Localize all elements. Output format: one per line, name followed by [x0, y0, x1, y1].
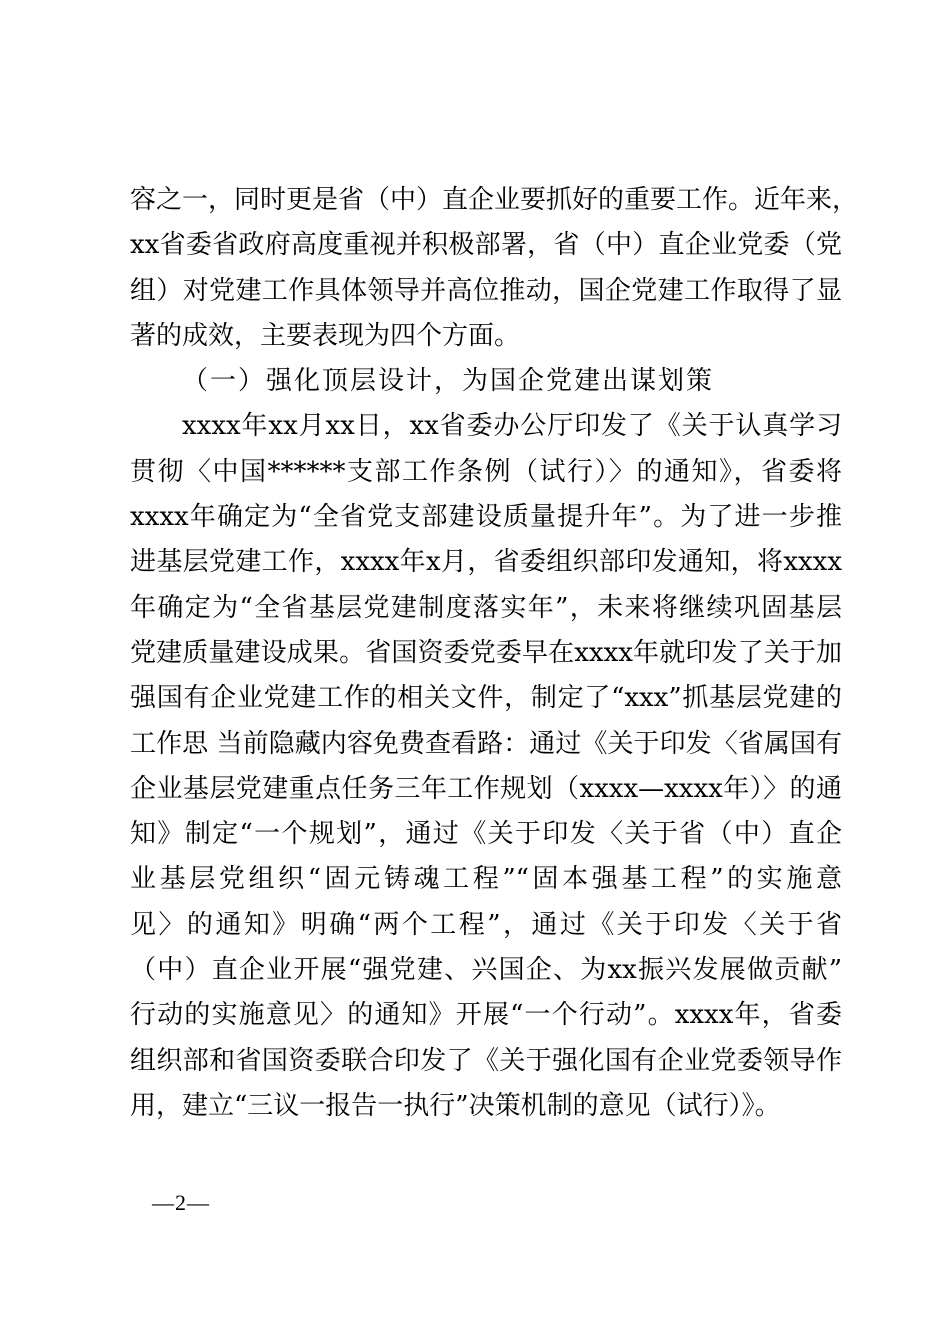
text-line: 见〉的通知》明确“两个工程”，通过《关于印发〈关于省 [130, 909, 842, 940]
text-line: 用，建立“三议一报告一执行”决策机制的意见（试行）》。 [130, 1090, 781, 1121]
text-line: 进基层党建工作，xxxx年x月，省委组织部印发通知，将xxxx [130, 547, 842, 578]
text-line: xx省委省政府高度重视并积极部署，省（中）直企业党委（党 [130, 230, 842, 261]
text-line: 业基层党组织“固元铸魂工程”“固本强基工程”的实施意 [130, 864, 842, 895]
paragraph-intro [130, 178, 859, 359]
text-line: 党建质量建设成果。省国资委党委早在xxxx年就印发了关于加 [130, 637, 842, 668]
page-number: —2— [152, 1190, 210, 1215]
text-line: 年确定为“全省基层党建制度落实年”，未来将继续巩固基层 [130, 592, 842, 623]
paragraph-main [130, 404, 842, 1129]
text-line: 企业基层党建重点任务三年工作规划（xxxx—xxxx年）〉的通 [130, 773, 842, 804]
text-line: 组）对党建工作具体领导并高位推动，国企党建工作取得了显 [130, 275, 842, 306]
text-line: xxxx年xx月xx日，xx省委办公厅印发了《关于认真学习 [182, 411, 842, 442]
text-line: 组织部和省国资委联合印发了《关于强化国有企业党委领导作 [130, 1045, 842, 1076]
text-line: xxxx年确定为“全省党支部建设质量提升年”。为了进一步推 [130, 502, 842, 533]
section-heading: （一）强化顶层设计，为国企党建出谋划策 [182, 366, 715, 397]
text-line: 工作思 当前隐藏内容免费查看路：通过《关于印发〈省属国有 [130, 728, 842, 759]
text-line: 容之一，同时更是省（中）直企业要抓好的重要工作。近年来， [130, 185, 859, 215]
text-line: 行动的实施意见〉的通知》开展“一个行动”。xxxx年，省委 [130, 1000, 842, 1031]
text-line: 著的成效，主要表现为四个方面。 [130, 320, 521, 351]
text-line: 知》制定“一个规划”，通过《关于印发〈关于省（中）直企 [130, 819, 842, 850]
text-line: （中）直企业开展“强党建、兴国企、为xx振兴发展做贡献” [130, 955, 842, 986]
text-line: 强国有企业党建工作的相关文件，制定了“xxx”抓基层党建的 [130, 683, 842, 714]
document-body [130, 178, 859, 1129]
text-line: 贯彻〈中国******支部工作条例（试行）〉的通知》，省委将 [130, 456, 842, 487]
